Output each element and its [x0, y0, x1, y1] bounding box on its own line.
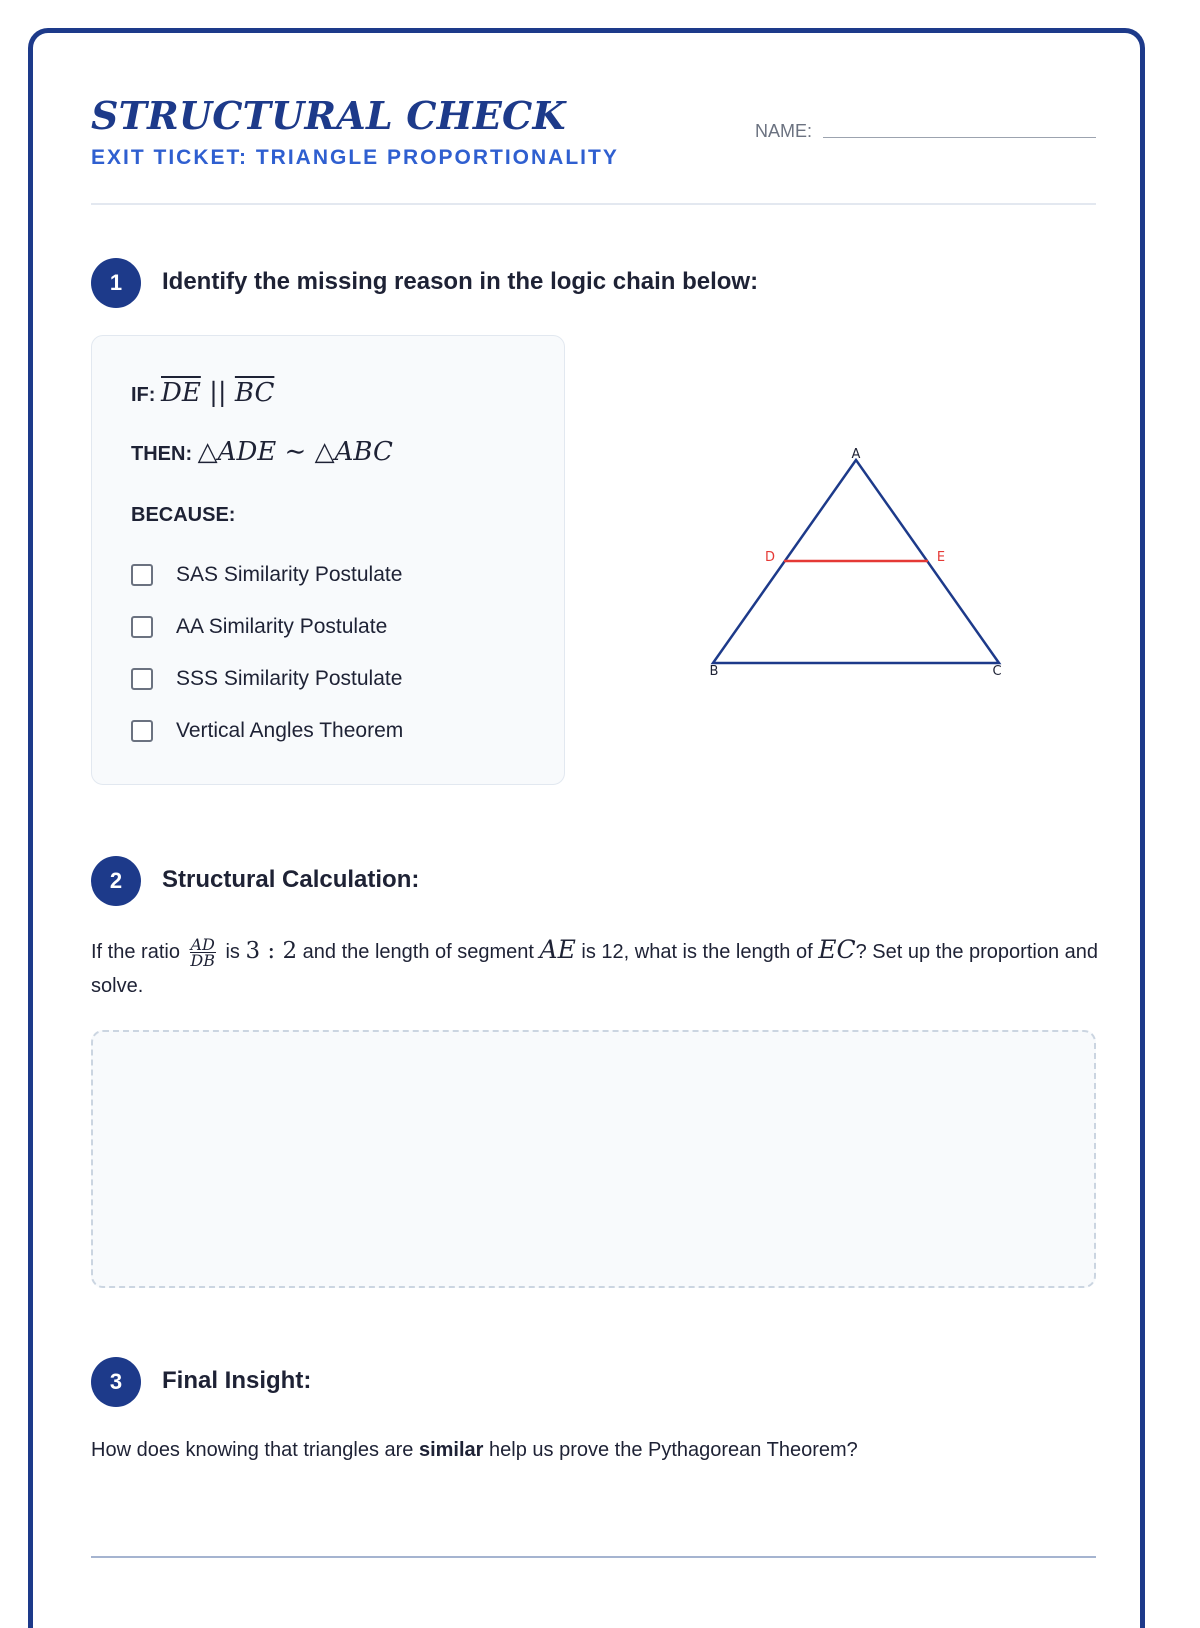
option-label: AA Similarity Postulate: [176, 615, 388, 638]
prompt-text: ? Set up the proportion and solve.: [91, 941, 1098, 997]
worksheet-title: STRUCTURAL CHECK: [91, 93, 566, 138]
prompt-text: is 12, what is the length of: [581, 941, 813, 963]
if-label: IF:: [131, 384, 156, 406]
question-2-number: 2: [91, 856, 141, 906]
triangle-ade: ADE: [217, 437, 277, 467]
option-checkbox[interactable]: [131, 668, 153, 690]
then-statement: [198, 437, 393, 467]
question-1-title: Identify the missing reason in the logic chain below:: [162, 268, 759, 295]
because-label: BECAUSE:: [131, 504, 236, 526]
option-checkbox[interactable]: [131, 720, 153, 742]
segment-de: $\overline{DE}$: [161, 378, 201, 408]
option-label: SAS Similarity Postulate: [176, 563, 403, 586]
if-statement: [161, 378, 274, 408]
parallel-symbol: ||: [209, 378, 227, 408]
vertex-a-label: A: [851, 447, 861, 462]
segment-ec: EC: [818, 935, 856, 964]
option-row[interactable]: [131, 719, 403, 743]
question-3-title: Final Insight:: [162, 1367, 312, 1394]
question-2-prompt: [91, 933, 1101, 1003]
option-row[interactable]: [131, 563, 402, 587]
option-label: SSS Similarity Postulate: [176, 667, 403, 690]
option-row[interactable]: [131, 615, 387, 639]
prompt-text: help us prove the Pythagorean Theorem?: [489, 1439, 858, 1461]
point-d-label: D: [764, 550, 776, 565]
logic-then-line: [131, 437, 393, 467]
worksheet-card: [28, 28, 1145, 1628]
point-e-label: E: [936, 550, 946, 565]
prompt-text: and the length of segment: [302, 941, 534, 963]
worksheet-subtitle: EXIT TICKET: TRIANGLE PROPORTIONALITY: [91, 146, 619, 169]
ratio-fraction: [190, 935, 216, 971]
answer-work-area[interactable]: [91, 1030, 1096, 1288]
header-divider: [91, 203, 1096, 205]
triangle-diagram: [693, 433, 1033, 693]
answer-line[interactable]: [91, 1556, 1096, 1558]
name-field[interactable]: [823, 137, 1096, 138]
logic-if-line: [131, 378, 274, 408]
segment-ae: AE: [539, 935, 576, 964]
triangle-symbol: △: [314, 437, 335, 467]
segment-bc: $\overline{BC}$: [234, 378, 275, 408]
similar-symbol: ∼: [284, 437, 307, 467]
emphasis-word: similar: [418, 1439, 484, 1461]
option-checkbox[interactable]: [131, 564, 153, 586]
prompt-text: is: [225, 941, 240, 963]
fraction-denominator: DB: [190, 951, 215, 971]
triangle-abc: ABC: [334, 437, 393, 467]
question-2-title: Structural Calculation:: [162, 866, 420, 893]
option-row[interactable]: [131, 667, 402, 691]
name-label: NAME:: [755, 121, 813, 141]
question-1-number: 1: [91, 258, 141, 308]
option-checkbox[interactable]: [131, 616, 153, 638]
question-3-prompt: [91, 1433, 1101, 1467]
question-3-number: 3: [91, 1357, 141, 1407]
prompt-text: How does knowing that triangles are: [91, 1439, 414, 1461]
logic-chain-box: [91, 335, 565, 785]
option-label: Vertical Angles Theorem: [176, 719, 404, 742]
vertex-c-label: C: [992, 664, 1002, 679]
vertex-b-label: B: [709, 664, 719, 679]
ratio-value: 3 : 2: [245, 938, 298, 964]
fraction-numerator: AD: [190, 935, 215, 955]
triangle-symbol: △: [197, 437, 218, 467]
then-label: THEN:: [131, 443, 193, 465]
prompt-text: If the ratio: [91, 941, 180, 963]
